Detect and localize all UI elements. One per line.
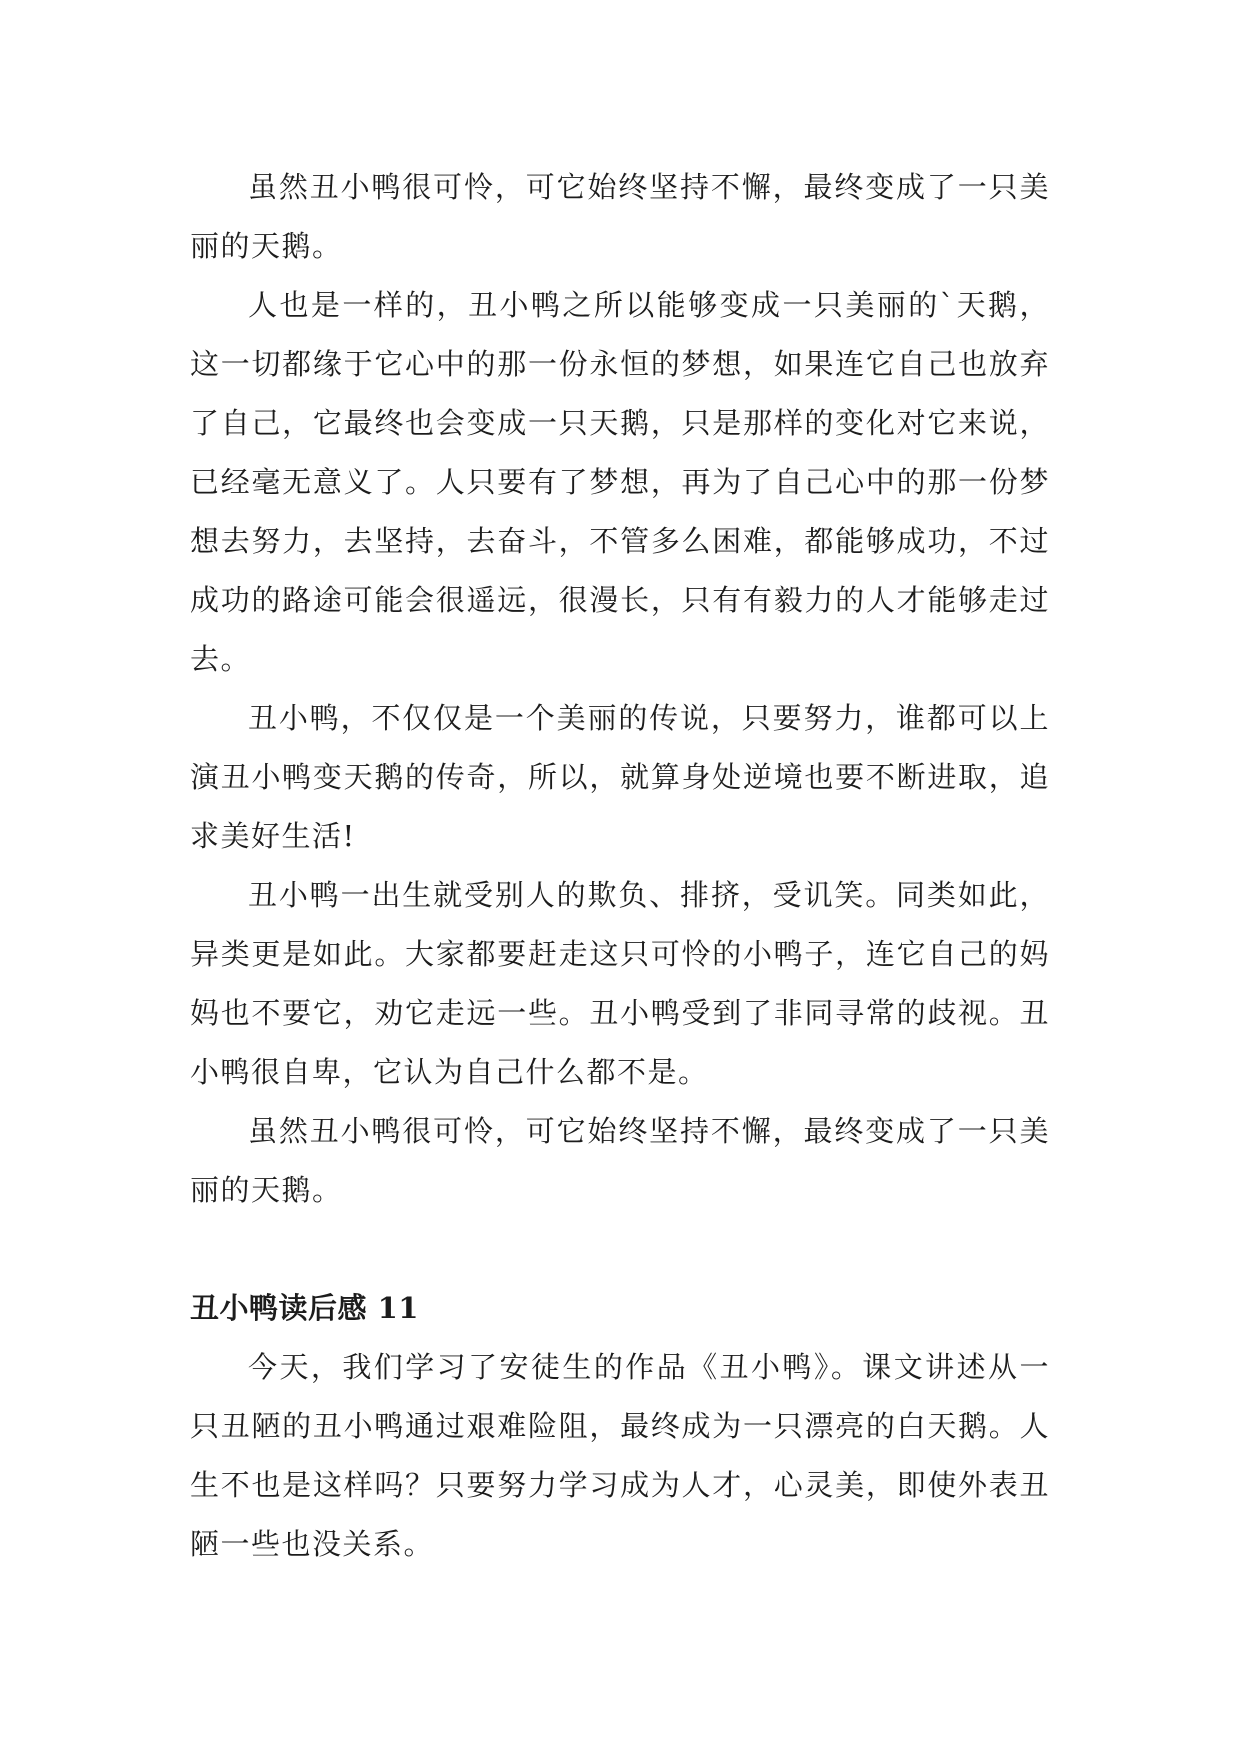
paragraph: 虽然丑小鸭很可怜，可它始终坚持不懈，最终变成了一只美丽的天鹅。 <box>190 1114 1050 1207</box>
paragraph: 丑小鸭，不仅仅是一个美丽的传说，只要努力，谁都可以上演丑小鸭变天鹅的传奇，所以，就算身处逆境也要不断进取，追求美好生活! <box>190 701 1050 853</box>
section-spacer <box>190 1220 1050 1279</box>
paragraph: 今天，我们学习了安徒生的作品《丑小鸭》。课文讲述从一只丑陋的丑小鸭通过艰难险阻，最终成为一只漂亮的白天鹅。人生不也是这样吗？只要努力学习成为人才，心灵美，即使外表丑陋一些也没关系。 <box>190 1350 1050 1561</box>
paragraph: 虽然丑小鸭很可怜，可它始终坚持不懈，最终变成了一只美丽的天鹅。 <box>190 170 1050 263</box>
section-heading: 丑小鸭读后感 11 <box>190 1291 419 1325</box>
paragraph: 丑小鸭一出生就受别人的欺负、排挤，受讥笑。同类如此，异类更是如此。大家都要赶走这只可怜的小鸭子，连它自己的妈妈也不要它，劝它走远一些。丑小鸭受到了非同寻常的歧视。丑小鸭很自卑，它认为自己什么都不是。 <box>190 878 1050 1089</box>
paragraph: 人也是一样的，丑小鸭之所以能够变成一只美丽的`天鹅，这一切都缘于它心中的那一份永恒的梦想，如果连它自己也放弃了自己，它最终也会变成一只天鹅，只是那样的变化对它来说，已经毫无意义了。人只要有了梦想，再为了自己心中的那一份梦想去努力，去坚持，去奋斗，不管多么困难，都能够成功，不过成功的路途可能会很遥远，很漫长，只有有毅力的人才能够走过去。 <box>190 288 1050 676</box>
document-body <box>190 158 1050 1574</box>
